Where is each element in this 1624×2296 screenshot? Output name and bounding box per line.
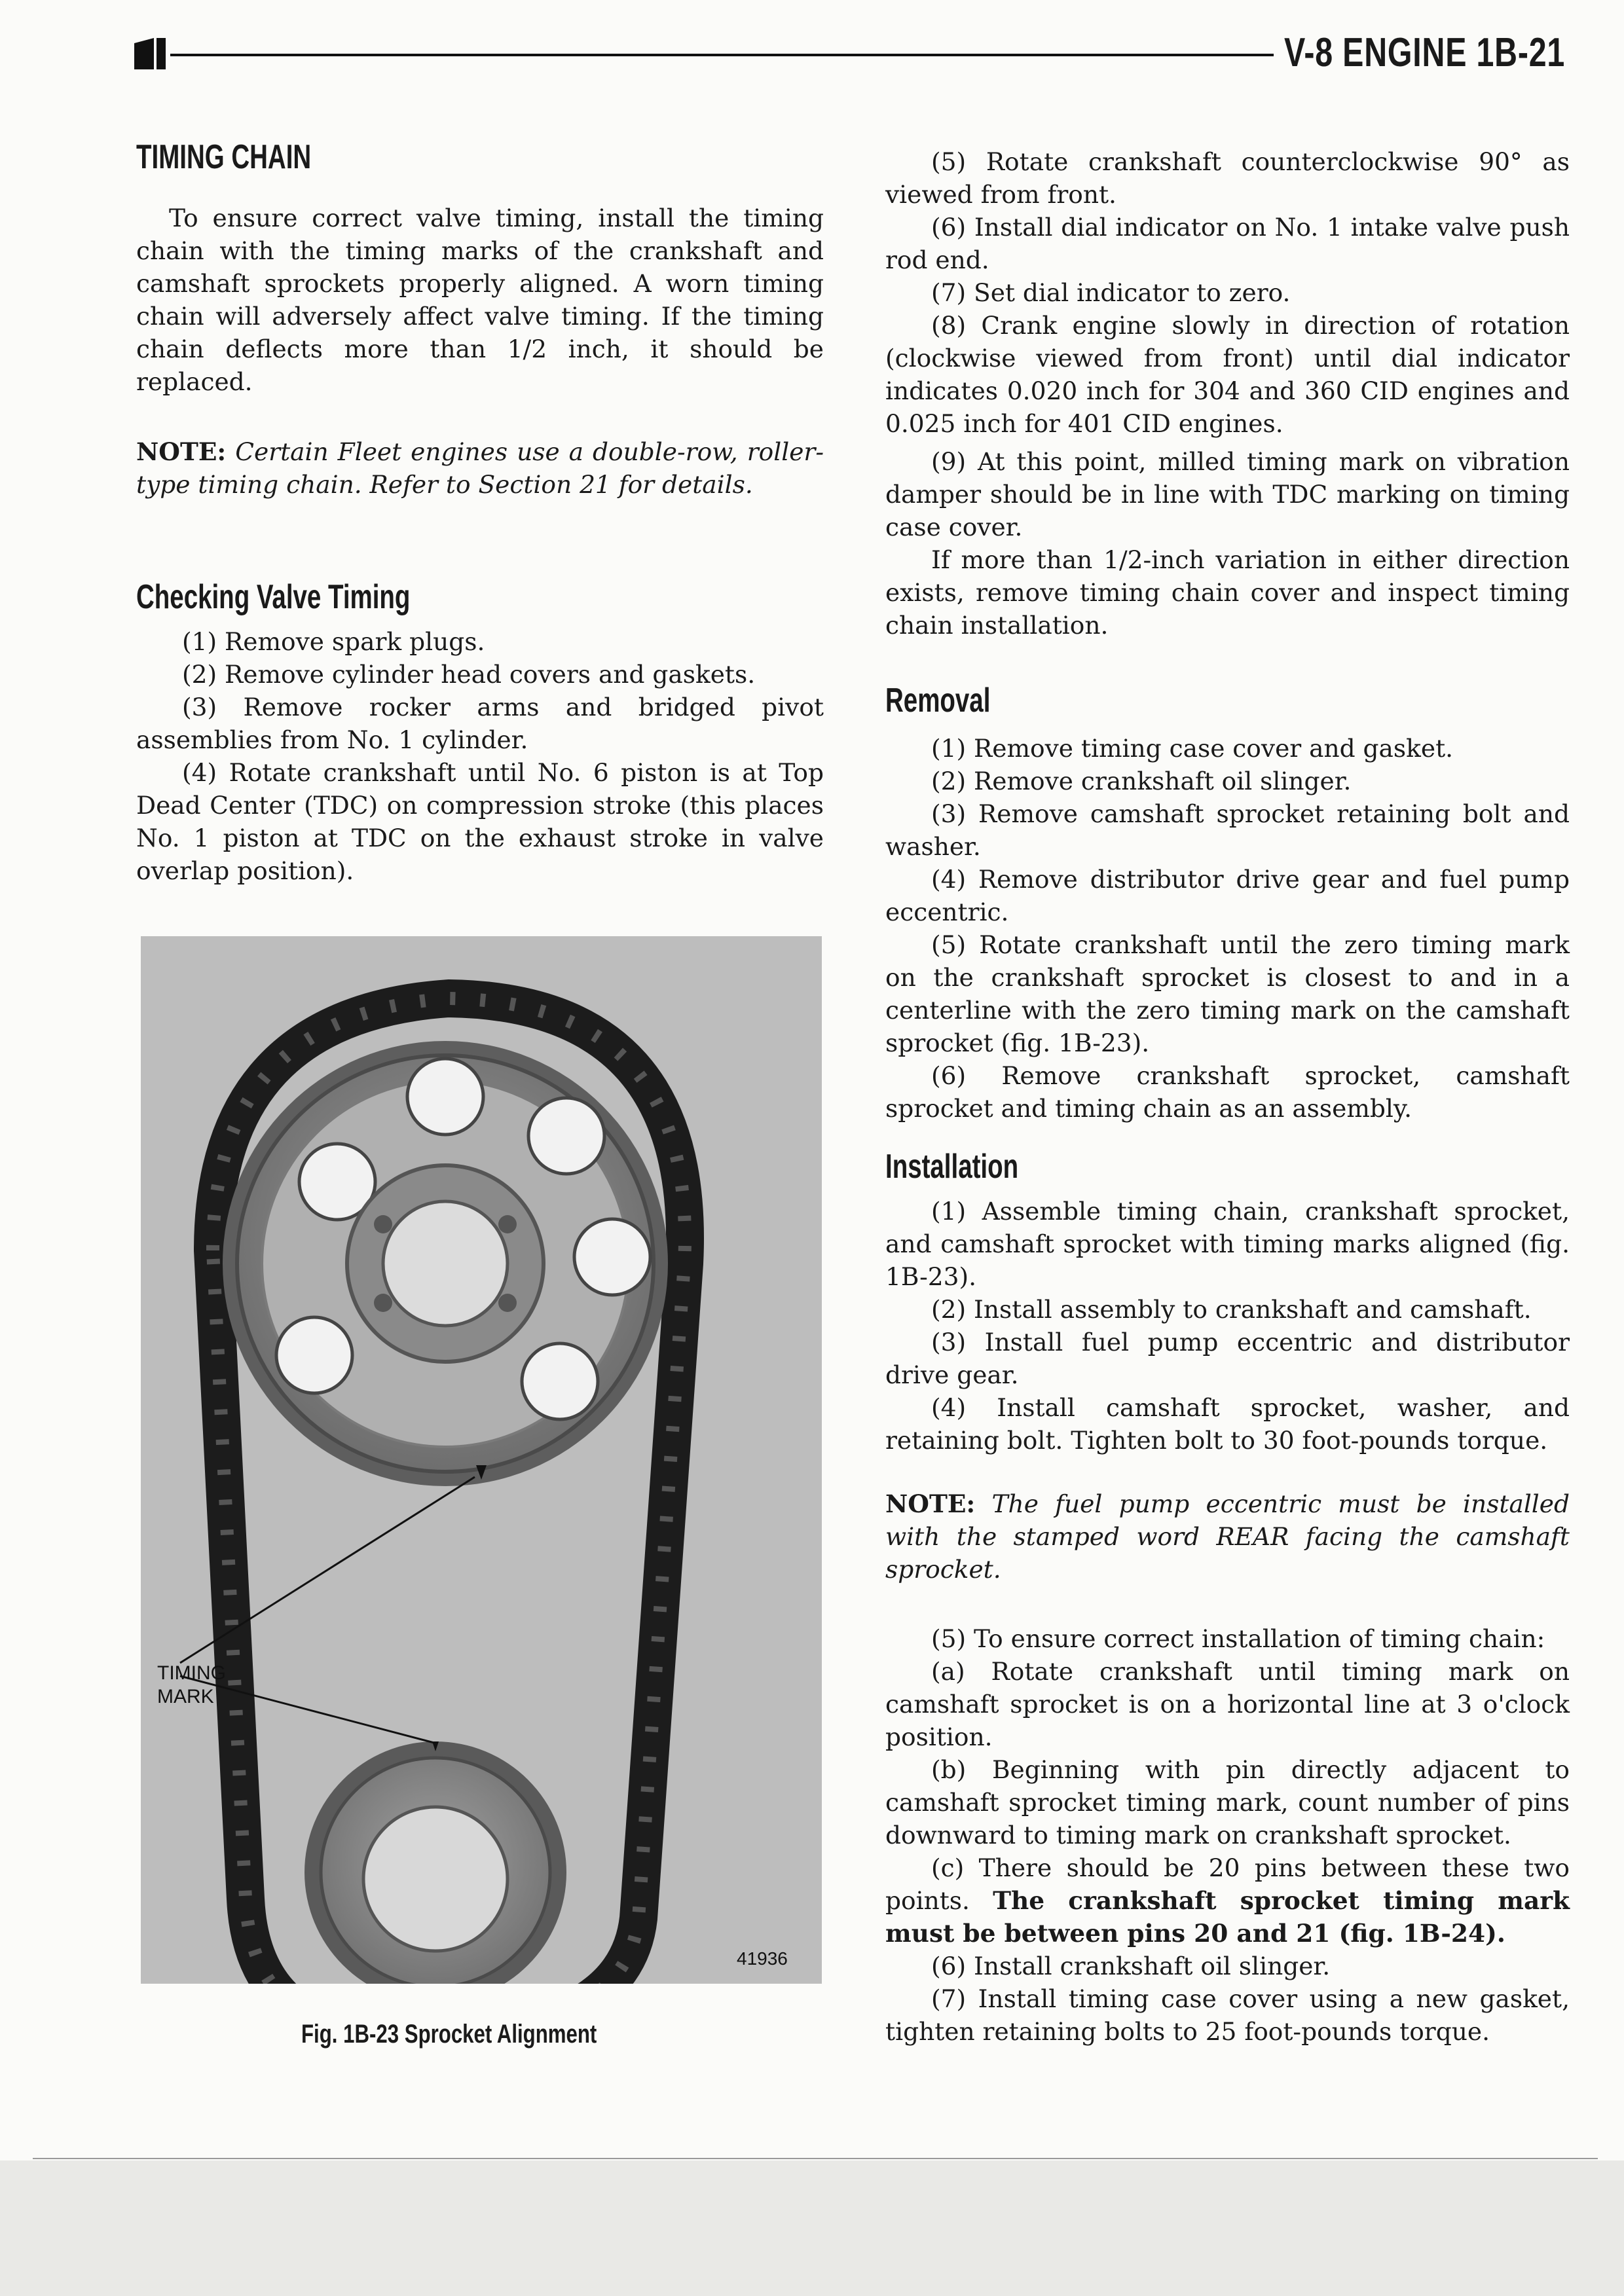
installation-substep: (b) Beginning with pin directly adjacent to camshaft sprocket timing mark, count number of pins downward to timing mark on crankshaft sprocket. — [885, 1755, 1570, 1850]
installation-step: (6) Install crankshaft oil slinger. — [931, 1952, 1331, 1980]
timing-chain-paragraph: To ensure correct valve timing, install the timing chain with the timing marks of the crankshaft and camshaft sprockets properly aligned. A worn timing chain will adversely affect valve timing. If the timing chain deflects more than 1/2 inch, it should be replaced. — [136, 204, 824, 396]
installation-step: (1) Assemble timing chain, crankshaft sprocket, and camshaft sprocket with timing marks aligned (fig. 1B-23). — [885, 1197, 1570, 1291]
figure-number: 41936 — [737, 1948, 788, 1969]
note-body: Certain Fleet engines use a double-row, roller-type timing chain. Refer to Section 21 for details. — [136, 437, 824, 499]
header-rule — [170, 54, 1274, 56]
checking-step: (5) Rotate crankshaft counterclockwise 90° as viewed from front. — [885, 147, 1570, 209]
checking-step: (9) At this point, milled timing mark on vibration damper should be in line with TDC marking on timing case cover. — [885, 447, 1570, 541]
substep-emphasis: The crankshaft sprocket timing mark must be between pins 20 and 21 (fig. 1B-24). — [885, 1886, 1570, 1948]
note-fleet-engines — [136, 435, 824, 501]
checking-step: (3) Remove rocker arms and bridged pivot assemblies from No. 1 cylinder. — [136, 693, 824, 754]
removal-step: (5) Rotate crankshaft until the zero timing mark on the crankshaft sprocket is closest to and in a centerline with the zero timing mark on the camshaft sprocket (fig. 1B-23). — [885, 930, 1570, 1057]
checking-step: (4) Rotate crankshaft until No. 6 piston is at Top Dead Center (TDC) on compression stroke (this places No. 1 piston at TDC on the exhaust stroke in valve overlap position). — [136, 758, 824, 885]
checking-step: (8) Crank engine slowly in direction of rotation (clockwise viewed from front) until dial indicator indicates 0.020 inch for 304 and 360 CID engines and 0.025 inch for 401 CID engines. — [885, 311, 1570, 438]
page-bottom-shade — [0, 2160, 1624, 2296]
installation-step: (7) Install timing case cover using a new gasket, tighten retaining bolts to 25 foot-pounds torque. — [885, 1984, 1570, 2046]
installation-step: (4) Install camshaft sprocket, washer, and retaining bolt. Tighten bolt to 30 foot-pounds torque. — [885, 1393, 1570, 1455]
checking-step: (2) Remove cylinder head covers and gaskets. — [182, 660, 756, 689]
header-marker-icon — [134, 38, 166, 69]
page-bottom-rule — [33, 2158, 1598, 2159]
installation-step: (5) To ensure correct installation of timing chain: — [931, 1624, 1545, 1653]
figure-label-line: MARK — [157, 1686, 214, 1707]
removal-step: (3) Remove camshaft sprocket retaining bolt and washer. — [885, 799, 1570, 861]
installation-substep — [885, 1851, 1570, 1950]
sprocket-alignment-figure — [141, 936, 822, 1984]
heading-installation: Installation — [885, 1148, 1019, 1186]
figure-caption: Fig. 1B-23 Sprocket Alignment — [301, 2020, 597, 2049]
note-body: The fuel pump eccentric must be installed with the stamped word REAR facing the camshaft sprocket. — [885, 1489, 1570, 1584]
checking-step: (7) Set dial indicator to zero. — [931, 278, 1291, 307]
note-label: NOTE: — [136, 437, 227, 466]
substep-text: (c) There should be 20 pins between these two points. — [885, 1853, 1570, 1915]
note-label: NOTE: — [885, 1489, 976, 1518]
removal-step: (2) Remove crankshaft oil slinger. — [931, 767, 1352, 795]
installation-step: (3) Install fuel pump eccentric and distributor drive gear. — [885, 1328, 1570, 1389]
sprocket-chain-illustration — [141, 936, 822, 1984]
removal-step: (1) Remove timing case cover and gasket. — [931, 734, 1454, 763]
variation-paragraph: If more than 1/2-inch variation in either direction exists, remove timing chain cover and inspect timing chain installation. — [885, 545, 1570, 640]
heading-checking-valve-timing: Checking Valve Timing — [136, 578, 411, 616]
figure-label-line: TIMING — [157, 1662, 226, 1684]
checking-step: (6) Install dial indicator on No. 1 intake valve push rod end. — [885, 213, 1570, 274]
figure-label-timing-mark — [157, 1662, 226, 1709]
removal-step: (6) Remove crankshaft sprocket, camshaft sprocket and timing chain as an assembly. — [885, 1061, 1570, 1123]
checking-step: (1) Remove spark plugs. — [182, 627, 485, 656]
installation-step: (2) Install assembly to crankshaft and camshaft. — [931, 1295, 1532, 1324]
note-fuel-pump-eccentric — [885, 1487, 1570, 1586]
page-header-title: V-8 ENGINE 1B-21 — [1283, 30, 1565, 75]
installation-substep: (a) Rotate crankshaft until timing mark on camshaft sprocket is on a horizontal line at 3 o'clock position. — [885, 1657, 1570, 1751]
heading-timing-chain: TIMING CHAIN — [136, 138, 312, 176]
heading-removal: Removal — [885, 682, 991, 720]
removal-step: (4) Remove distributor drive gear and fuel pump eccentric. — [885, 865, 1570, 926]
